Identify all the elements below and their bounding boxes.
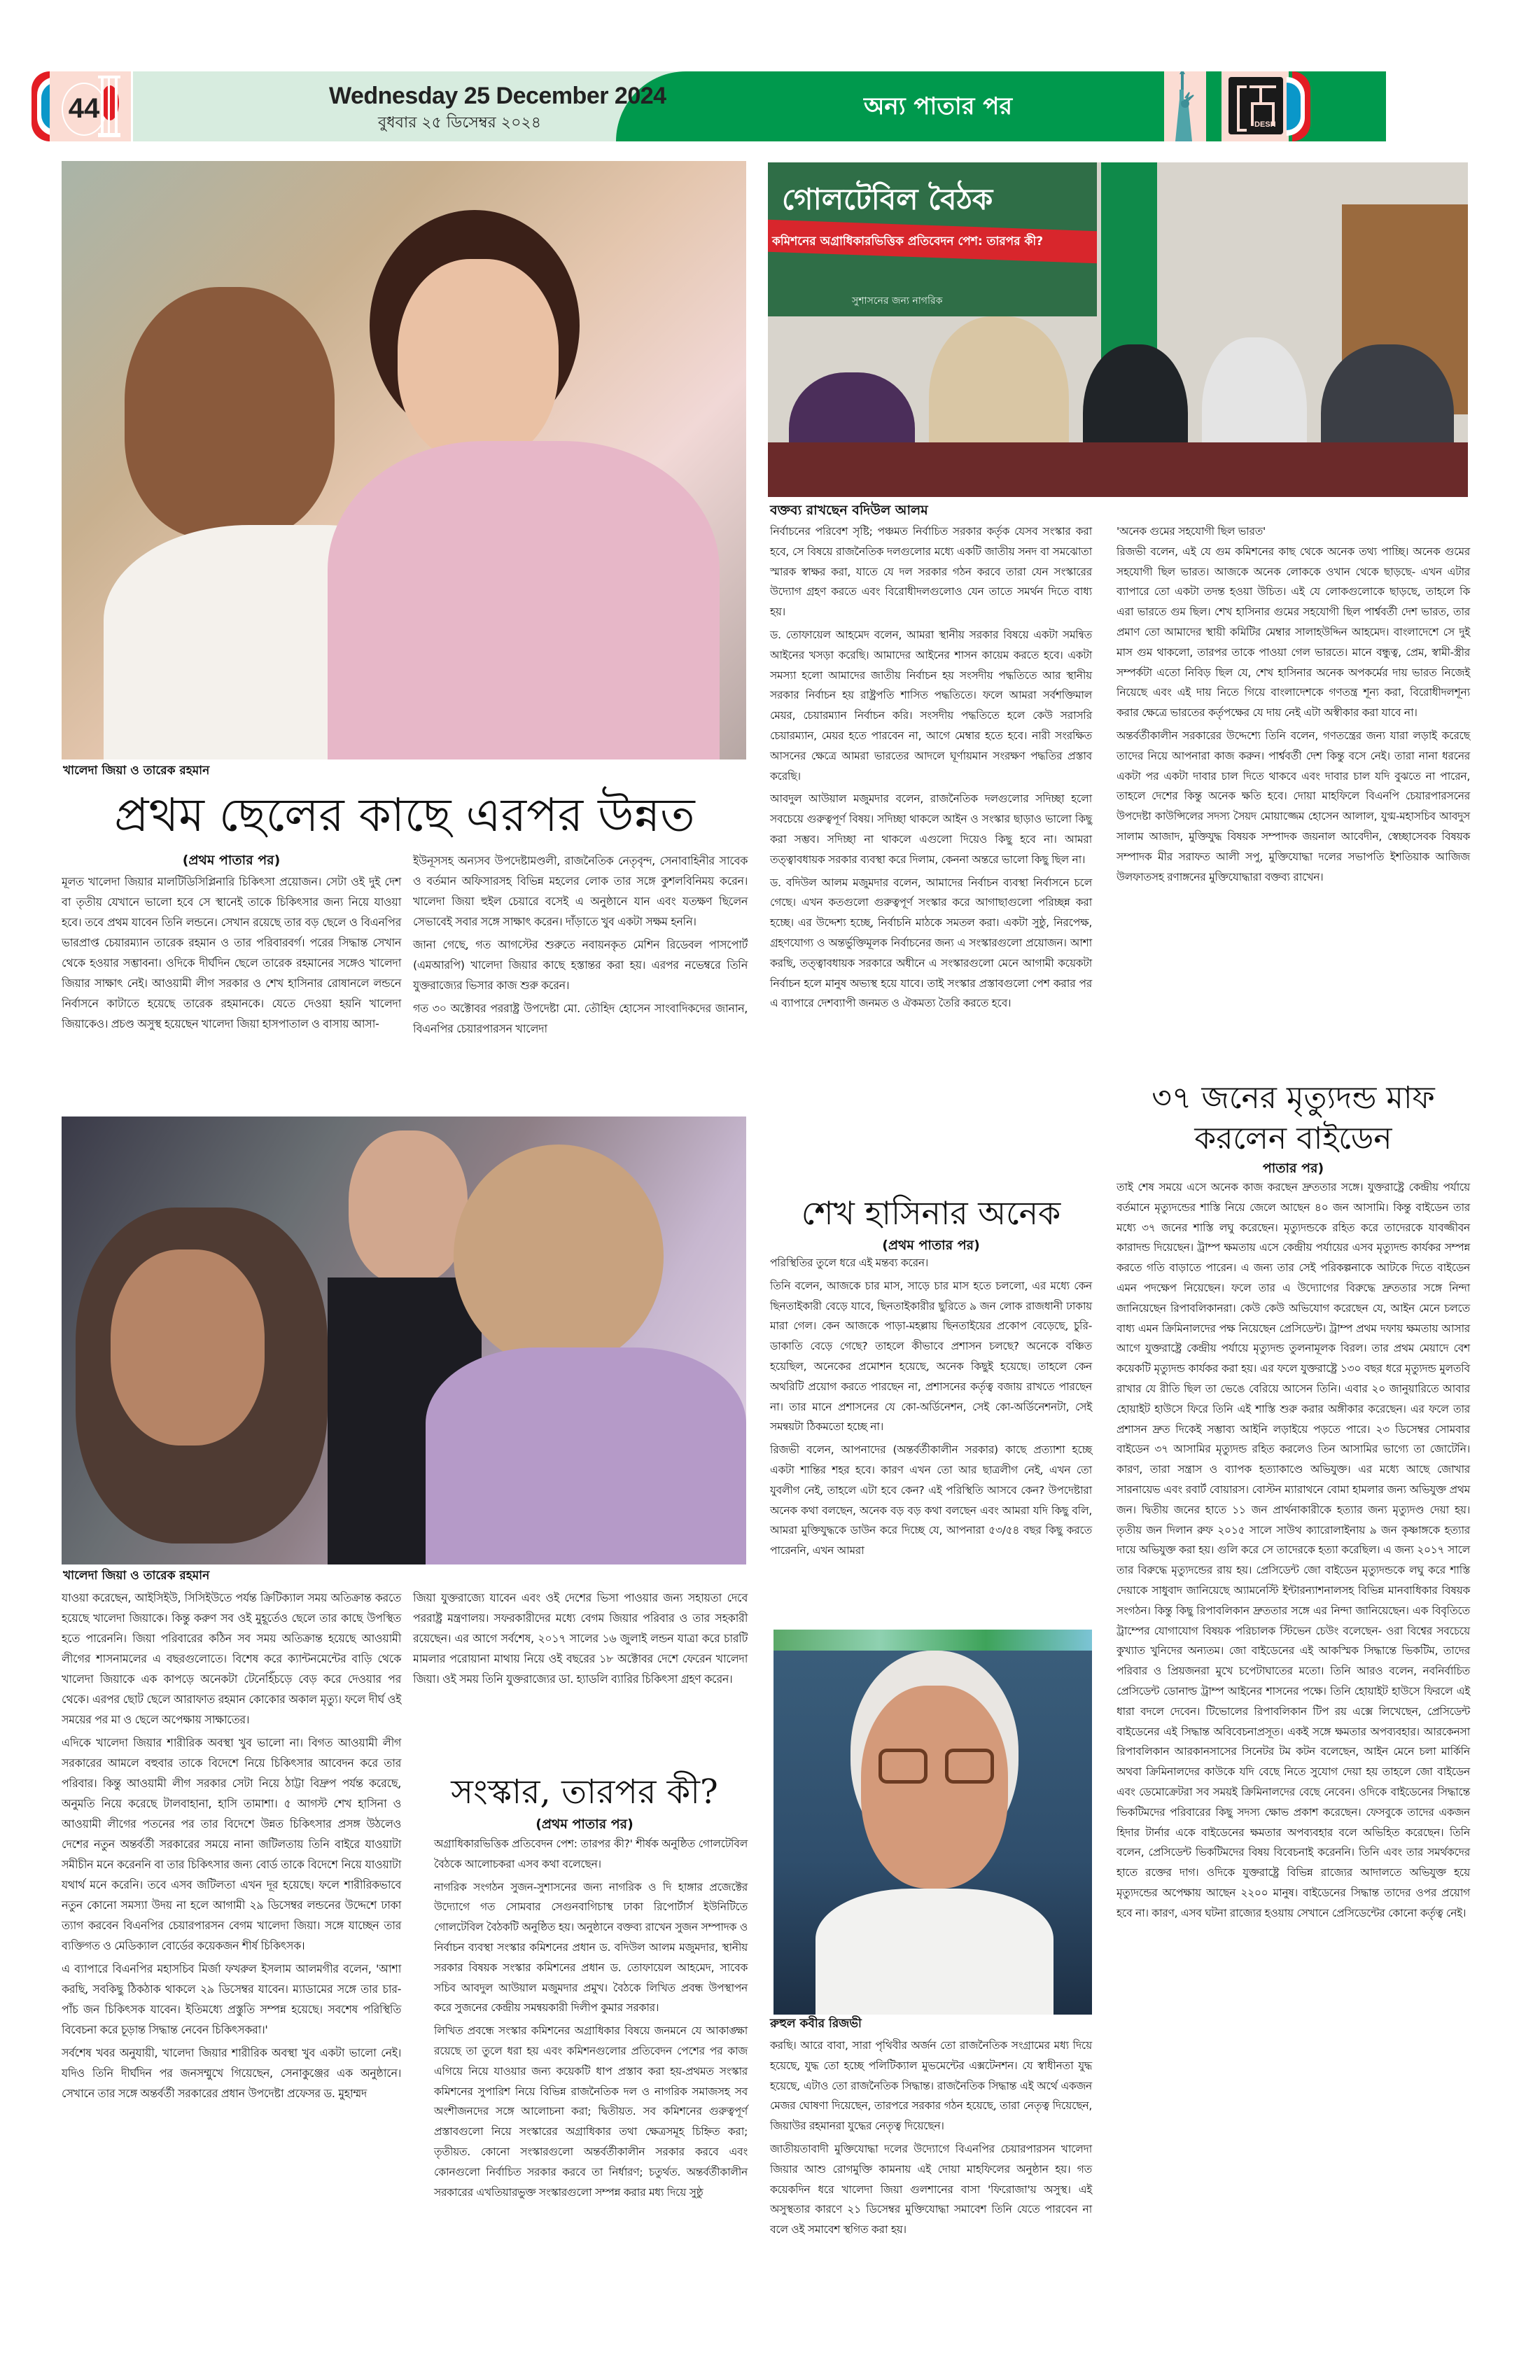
paragraph: অন্তর্বর্তীকালীন সরকারের উদ্দেশ্যে তিনি বলেন, গণতন্ত্রের জন্য যারা লড়াই করেছে তাদের নিয়ে আপনারা কাজ করুন। পার্শ্ববর্তী দেশ কিন্তু বসে নেই। তারা নানা ধরনের একটা পর একটা দাবার চাল দিতে থাকবে এবং দাবার চাল যদি বুঝতে না পারেন, তাহলে দেশের কিন্তু অনেক ক্ষতি হবে। দোয়া মাহফিলে বিএনপি চেয়ারপারসনের উপদেষ্টা কাউন্সিলের সদস্য সৈয়দ মোয়াজ্জেম হোসেন আলাল, যুগ্ম-মহাসচিব আবদুস সালাম আজাদ, মুক্তিযুদ্ধ বিষয়ক সম্পাদক জয়নাল আবেদীন, স্বেচ্ছাসেবক বিষয়ক সম্পাদক মীর সরাফত আলী সপু, মুক্তিযোদ্ধা দলের সভাপতি ইশতিয়াক আজিজ উলফাতসহ রণাঙ্গনের মুক্তিযোদ্ধারা বক্তব্য রাখেন। xyxy=(1116,729,1470,883)
paragraph: নাগরিক সংগঠন সুজন-সুশাসনের জন্য নাগরিক ও দি হাঙ্গার প্রজেক্টের উদ্যোগে গত সোমবার সেগুনবাগিচাস্থ ঢাকা রিপোর্টার্স ইউনিটিতে গোলটেবিল বৈঠকটি অনুষ্ঠিত হয়। অনুষ্ঠানে বক্তব্য রাখেন সুজন সম্পাদক ও নির্বাচন ব্যবস্থা সংস্কার কমিশনের প্রধান ড. বদিউল আলম মজুমদার, স্থানীয় সরকার বিষয়ক সংস্কার কমিশনের প্রধান ড. তোফায়েল আহমেদ, সাবেক সচিব আবদুল আউয়াল মজুমদার প্রমুখ। বৈঠকে লিখিত প্রবন্ধ উপস্থাপন করে সুজনের কেন্দ্রীয় সমন্বয়কারী দিলীপ কুমার সরকার। xyxy=(434,1880,748,2015)
date-english: Wednesday 25 December 2024 xyxy=(329,83,666,109)
paragraph: সর্বশেষ খবর অনুযায়ী, খালেদা জিয়ার শারীরিক অবস্থা খুব একটা ভালো নেই। যদিও তিনি দীর্ঘদিন পর জনসম্মুখে গিয়েছেন, সেনাকুঞ্জের এক অনুষ্ঠানে। সেখানে তার সঙ্গে অন্তর্বর্তী সরকারের প্রধান উপদেষ্টা প্রফেসর ড. মুহাম্মদ xyxy=(62,2046,401,2100)
page-number: 44 xyxy=(62,83,106,136)
article2-column-2 xyxy=(434,1834,748,2205)
headline-pratham-chheler: প্রথম ছেলের কাছে এরপর উন্নত xyxy=(114,788,695,842)
paragraph: লিখিত প্রবন্ধে সংস্কার কমিশনের অগ্রাধিকার বিষয়ে জনমনে যে আকাঙ্ক্ষা রয়েছে তা তুলে ধরা হয় এবং কমিশনগুলোর প্রতিবেদন পেশের পর কাজ এগিয়ে নিয়ে যাওয়ার জন্য কয়েকটি ধাপ প্রস্তাব করা হয়-প্রথমত সংস্কার কমিশনের সুপারিশ নিয়ে বিভিন্ন রাজনৈতিক দল ও নাগরিক সমাজসহ সব অংশীজনদের সঙ্গে আলোচনা করা; দ্বিতীয়ত. সব কমিশনের গুরুত্বপূর্ণ প্রস্তাবগুলো নিয়ে সংস্কারের অগ্রাধিকার তথা ক্ষেত্রসমূহ চিহ্নিত করা; তৃতীয়ত. কোনো সংস্কারগুলো অন্তর্বর্তীকালীন সরকার করবে এবং কোনগুলো নির্বাচিত সরকার করবে তা নির্ধারণ; চতুর্থত. অন্তর্বর্তীকালীন সরকারের এখতিয়ারভুক্ত সংস্কারগুলো সম্পন্ন করার মধ্য দিয়ে সুষ্ঠু xyxy=(434,2024,748,2199)
paragraph: এ ব্যাপারে বিএনপির মহাসচিব মির্জা ফখরুল ইসলাম আলমগীর বলেন, 'আশা করছি, সবকিছু ঠিকঠাক থাকলে ২৯ ডিসেম্বর যাবেন। ম্যাডামের সঙ্গে তার চার-পাঁচ জন চিকিৎসক যাবেন। ইতিমধ্যে প্রস্তুতি সম্পন্ন হয়েছে। সবশেষ পরিস্থিতি বিবেচনা করে চূড়ান্ত সিদ্ধান্ত নেবেন চিকিৎসকরা।' xyxy=(62,1962,401,2036)
paragraph: পরিস্থিতির তুলে ধরে এই মন্তব্য করেন। xyxy=(770,1256,929,1269)
article2-column-1 xyxy=(770,522,1092,1016)
article1-column-1 xyxy=(62,872,401,1037)
headline-biden-line2: করলেন বাইডেন xyxy=(1194,1121,1392,1156)
photo-caption-2: খালেদা জিয়া ও তারেক রহমান xyxy=(63,1569,210,1583)
newspaper-emblem-icon xyxy=(98,76,120,137)
continued-label-3: (প্রথম পাতার পর) xyxy=(882,1238,980,1253)
photo-khaleda-tarique-1 xyxy=(62,161,746,760)
paragraph: তিনি বলেন, আজকে চার মাস, সাড়ে চার মাস হতে চললো, এর মধ্যে কেন ছিনতাইকারী বেড়ে যাবে, ছিনতাইকারীর ছুরিতে ৯ জন লোক রাজধানী ঢাকায় মারা গেল। কেন আজকে পাড়া-মহল্লায় ছিনতাইয়ের প্রকোপ বেড়েছে, চুরি-ডাকাতি বেড়ে গেছে? তাহলে কীভাবে প্রশাসন চলছে? অনেকে বঞ্চিত হয়েছিল, অনেকের প্রমোশন হয়েছে, অনেক কিছুই হয়েছে। তাহলে কেন অথরিটি প্রয়োগ করতে পারছেন না, প্রশাসনের কর্তৃত্ব বজায় রাখতে পারছেন না। তার মানে প্রশাসনের যে কো-অর্ডিনেশন, সেই কো-অর্ডিনেশনটা, সেই সমন্বয়টা ঠিকমতো হচ্ছে না। xyxy=(770,1279,1092,1434)
headline-sanskar: সংস্কার, তারপর কী? xyxy=(451,1772,718,1812)
desh-logo-box xyxy=(1222,71,1289,141)
article1-column-3 xyxy=(62,1588,401,2106)
banner-subtitle: কমিশনের অগ্রাধিকারভিত্তিক প্রতিবেদন পেশ: তারপর কী? xyxy=(772,234,1044,248)
photo-caption-rizvi: রুহুল কবীর রিজভী xyxy=(770,2017,862,2031)
paragraph: জিয়া যুক্তরাজ্যে যাবেন এবং ওই দেশের ভিসা পাওয়ার জন্য সহায়তা দেবে পররাষ্ট্র মন্ত্রণালয়। সফরকারীদের মধ্যে বেগম জিয়ার পরিবার ও তার সহকারী রয়েছেন। এর আগে সর্বশেষ, ২০১৭ সালের ১৬ জুলাই লন্ডন যাত্রা করে চারটি মামলার পরোয়ানা মাথায় নিয়ে ওই বছরের ১৮ অক্টোবর দেশে ফেরেন খালেদা জিয়া। ওই সময় তিনি যুক্তরাজ্যের ডা. হ্যাডলি ব্যারির চিকিৎসা গ্রহণ করেন। xyxy=(413,1591,748,1686)
paragraph: মূলত খালেদা জিয়ার মালটিডিসিপ্লিনারি চিকিৎসা প্রয়োজন। সেটা ওই দুই দেশ বা তৃতীয় যেখানে ভালো হবে সে স্থানেই তাকে চিকিৎসার জন্য নিয়ে যাওয়া হবে। তবে প্রথম যাবেন তিনি লন্ডনে। সেখান রয়েছে তার বড় ছেলে ও বিএনপির ভারপ্রাপ্ত চেয়ারম্যান তারেক রহমান ও তার পরিবারবর্গ। পরের সিদ্ধান্ত সেখান থেকে হওয়ার সম্ভাবনা। ওদিকে দীর্ঘদিন ছেলে তারেক রহমানের সঙ্গেও খালেদা জিয়ার সাক্ষাৎ নেই। আওয়ামী লীগ সরকার ও শেখ হাসিনার রোষানলে লন্ডনে নির্বাসনে কাটাতে হয়েছে তারেক রহমানকে। যেতে দেওয়া হয়নি খালেদা জিয়াকেও। প্রচণ্ড অসুস্থ হয়েছেন খালেদা জিয়া হাসপাতাল ও বাসায় আসা- xyxy=(62,875,401,1030)
continued-label-4: পাতার পর) xyxy=(1262,1161,1324,1176)
banner-title: গোলটেবিল বৈঠক xyxy=(782,182,993,216)
paragraph: অগ্রাধিকারভিত্তিক প্রতিবেদন পেশ: তারপর কী?' শীর্ষক অনুষ্ঠিত গোলটেবিল বৈঠকে আলোচকরা এসব কথা বলেছেন। xyxy=(434,1837,748,1870)
left-ring-ornament xyxy=(31,71,50,141)
article1-column-4 xyxy=(413,1588,748,1692)
photo-roundtable-meeting xyxy=(768,162,1468,497)
paragraph: নির্বাচনের পরিবেশ সৃষ্টি; পঞ্চমত নির্বাচিত সরকার কর্তৃক যেসব সংস্কার করা হবে, সে বিষয়ে রাজনৈতিক দলগুলোর মধ্যে একটি জাতীয় সনদ বা সমঝোতা স্মারক স্বাক্ষর করা, যাতে যে দল সরকার গঠন করবে তারা যেন সংস্কারের উদ্যোগ গ্রহণ করতে এবং বিরোধীদলগুলোও যেন তাতে সমর্থন দিতে বাধ্য হয়। xyxy=(770,525,1092,619)
photo-khaleda-tarique-2 xyxy=(62,1116,746,1564)
paragraph: ইউনূসসহ অন্যসব উপদেষ্টামণ্ডলী, রাজনৈতিক নেতৃবৃন্দ, সেনাবাহিনীর সাবেক ও বর্তমান অফিসারসহ বিভিন্ন মহলের লোক তার সঙ্গে কুশলবিনিময় করেন। খালেদা জিয়া হুইল চেয়ারে বসেই এ অনুষ্ঠানে যান এবং যতক্ষণ ছিলেন সেভাবেই সবার সঙ্গে সাক্ষাৎ করেন। দাঁড়াতে খুব একটা সক্ষম হননি। xyxy=(413,854,748,928)
section-title: অন্য পাতার পর xyxy=(863,92,1013,120)
desh-logo-text: DESH xyxy=(1254,120,1276,129)
article4-column xyxy=(1116,1177,1470,1926)
paragraph: তাই শেষ সময়ে এসে অনেক কাজ করছেন দ্রুততার সঙ্গে। যুক্তরাষ্ট্রে কেন্দ্রীয় পর্যায়ে বর্তমানে মৃত্যুদন্ডের শাস্তি নিয়ে জেলে আছেন ৪০ জন আসামি। কিন্তু বাইডেন তার মধ্যে ৩৭ জনের শাস্তি লঘু করেছেন। মৃত্যুদন্ডকে রহিত করে তাদেরকে যাবজ্জীবন কারাদন্ড দিয়েছেন। ট্রাম্প ক্ষমতায় এসে কেন্দ্রীয় পর্যায়ের এসব মৃত্যুদন্ড কার্যকর সম্পন্ন করতে গতি বাড়াতে পারেন। এ জন্য তার সেই পরিকল্পনাকে আটকে দিতে বাইডেন এমন পদক্ষেপ নিয়েছেন। ফলে তার এ উদ্যোগের বিরুদ্ধে দ্রুততার সঙ্গে নিন্দা জানিয়েছেন রিপাবলিকানরা। কেউ কেউ অভিযোগ করেছেন যে, আইন মেনে চলতে বাধ্য এমন ক্রিমিনালদের পক্ষ নিয়েছেন প্রেসিডেন্ট। ট্রাম্প প্রথম দফায় ক্ষমতায় আসার আগে যুক্তরাষ্ট্রে কেন্দ্রীয় পর্যায়ে মৃত্যুদন্ড তুলনামূলক বিরল। তার প্রথম মেয়াদে বেশ কয়েকটি মৃত্যুদন্ড কার্যকর করা হয়। এর ফলে যুক্তরাষ্ট্রে ১৩০ বছর ধরে মৃত্যুদন্ড মুলতবি রাখার যে রীতি ছিল তা ভেঙে বেরিয়ে আসেন তিনি। এবার ২০ জানুয়ারিতে আবার হোয়াইট হাউসে ফিরে তিনি এই শাস্তি শুরু করার অঙ্গীকার করেছেন। এর ফলে তার প্রশাসন দ্রুত দিকেই সম্ভাব্য আইনি লড়াইয়ে পড়তে পারে। ২৩ ডিসেম্বর সোমবার বাইডেন ৩৭ আসামির মৃত্যুদন্ড রহিত করলেও তিন আসামির ভাগ্যে তা জোটেনি। কারণ, তারা সন্ত্রাস ও ব্যাপক হত্যাকাণ্ডে অভিযুক্ত। এর মধ্যে আছে জোখার সারনায়েভ এবং রবার্ট বোয়ারস। বোস্টন ম্যারাথনে বোমা হামলার জন্য অভিযুক্ত প্রথম জন। দ্বিতীয় জনের হাতে ১১ জন প্রার্থনাকারীকে হত্যার জন্য মৃত্যুদণ্ড দেয়া হয়। তৃতীয় জন দিলান রুফ ২০১৫ সালে সাউথ ক্যারোলাইনায় ৯ জন কৃষ্ণাঙ্গকে হত্যার দায়ে অভিযুক্ত করা হয়। গুলি করে সে তাদেরকে হত্যা করেছিল। এ জন্য ২০১৭ সালে তার বিরুদ্ধে মৃত্যুদন্ডের রায় হয়। প্রেসিডেন্ট জো বাইডেন মৃত্যুদন্ডকে লঘু করে শাস্তি দেয়াকে সাধুবাদ জানিয়েছে অ্যামনেস্টি ইন্টারন্যাশনালসহ বিভিন্ন মানবাধিকার বিষয়ক সংগঠন। কিন্তু কিছু রিপাবলিকান দ্রুততার সঙ্গে এর নিন্দা জানিয়েছেন। এক বিবৃতিতে ট্রাম্পের যোগাযোগ বিষয়ক পরিচালক স্টিভেন চেউং বলেছেন- ওরা বিশ্বের সবচেয়ে কুখ্যাত খুনিদের অন্যতম। জো বাইডেনের এই আকস্মিক সিদ্ধান্তে ভিকটিম, তাদের পরিবার ও প্রিয়জনরা মুখে চপেটাঘাতের মতো। তিনি আরও বলেন, নবনির্বাচিত প্রেসিডেন্ট ডোনাল্ড ট্রাম্প আইনের শাসনের পক্ষে। তিনি হোয়াইট হাউসে ফিরলে এই ধারা বদলে দেবেন। টিভোলের রিপাবলিকান টিপ রয় এক্সে লিখেছেন, প্রেসিডেন্ট বাইডেনের এই সিদ্ধান্ত অবিবেচনাপ্রসূত। একই সঙ্গে ক্ষমতার অপব্যবহার। আরকেনসা রিপাবলিকান আরকানসাসের সিনেটর টম কটন বলেছেন, আইন মেনে চলা মার্কিনি অথবা ক্রিমিনালদের কাউকে যদি বেছে নিতে সুযোগ দেয়া হয় তাহলে জো বাইডেন এবং ডেমোক্রেটরা সব সময়ই ক্রিমিনালদের বেছে নেবেন। ওদিকে বাইডেনের সিদ্ধান্তে ভিকটিমদের পরিবারের কিছু সদস্য ক্ষোভ প্রকাশ করেছেন। ফেসবুকে তাদের একজন হিদার টার্নার একে বাইডেনের ক্ষমতার অপব্যবহার বলে অভিহিত করেছেন। তিনি বলেন, প্রেসিডেন্ট ভিকটিমদের বিষয় বিবেচনাই করেননি। তিনি এবং তার সমর্থকদের হাতে রক্তের দাগ। ওদিকে যুক্তরাষ্ট্রে বিভিন্ন রাজ্যের আদালতে অভিযুক্ত হয়ে মৃত্যুদন্ডের অপেক্ষায় আছেন ২২০০ মানুষ। বাইডেনের সিদ্ধান্ত তাদের ওপর প্রয়োগ হবে না। কারণ, এসব ঘটনা রাজ্যের হওয়ায় সেখানে প্রেসিডেন্টের কোনো কর্তৃত্ব নেই। xyxy=(1116,1181,1470,1919)
paragraph: আবদুল আউয়াল মজুমদার বলেন, রাজনৈতিক দলগুলোর সদিচ্ছা হলো সবচেয়ে গুরুত্বপূর্ণ বিষয়। সদিচ্ছা থাকলে আইন ও সংস্কার ছাড়াও ভালো কিছু করা সম্ভব। সদিচ্ছা না থাকলে এগুলো দিয়েও কিছু হবে না। আমরা তত্ত্বাবধায়ক সরকার ব্যবস্থা করে দিলাম, কেননা অন্তরে ভালো কিছু ছিল না। xyxy=(770,792,1092,866)
article1-column-2 xyxy=(413,850,748,1042)
statue-of-liberty-icon xyxy=(1164,71,1206,141)
continued-label-2: (প্রথম পাতার পর) xyxy=(536,1816,634,1832)
photo-caption-roundtable: বক্তব্য রাখছেন বদিউল আলম xyxy=(770,503,928,518)
paragraph: গত ৩০ অক্টোবর পররাষ্ট্র উপদেষ্টা মো. তৌহিদ হোসেন সাংবাদিকদের জানান, বিএনপির চেয়ারপারসন খালেদা xyxy=(413,1002,748,1035)
banner-organizer: সুশাসনের জন্য নাগরিক xyxy=(852,295,943,307)
date-bengali: বুধবার ২৫ ডিসেম্বর ২০২৪ xyxy=(378,114,541,132)
article3-column-1 xyxy=(770,1253,1092,1564)
photo-caption-1: খালেদা জিয়া ও তারেক রহমান xyxy=(63,764,210,778)
paragraph: রিজভী বলেন, এই যে গুম কমিশনের কাছ থেকে অনেক তথ্য পাচ্ছি। অনেক গুমের সহযোগী ছিল ভারত। আজকে অনেক লোককে ওখান থেকে ছাড়ছে- এখন এটার ব্যাপারে তো একটা তদন্ত হওয়া উচিত। এই যে লোকগুলোকে ছাড়ছে, তাহলে কি এরা ভারতে গুম ছিল। শেখ হাসিনার গুমের সহযোগী ছিল পার্শ্ববর্তী দেশ ভারত, তার প্রমাণ তো আমাদের স্থায়ী কমিটির মেম্বার সালাহউদ্দিন আহমেদ। বাংলাদেশে সে দুই মাস গুম থাকলো, তারপর তাকে পাওয়া গেল ভারতে। মানে বন্ধুত্ব, প্রেম, স্বামী-স্ত্রীর সম্পর্কটা এতো নিবিড় ছিল যে, শেখ হাসিনার অনেক অপকর্মের দায় ভারত নিজেই নিয়েছে এবং এই দায় নিতে গিয়ে বাংলাদেশকে গণতন্ত্র শূন্য করা, বিরোধীদলশূন্য করার ক্ষেত্রে ভারতের কর্তৃপক্ষের যে দায় নেই এটা অস্বীকার করা যাবে না। xyxy=(1116,545,1470,720)
paragraph: ড. বদিউল আলম মজুমদার বলেন, আমাদের নির্বাচন ব্যবস্থা নির্বাসনে চলে গেছে। এখন কতগুলো গুরুত্বপূর্ণ সংস্কার করে আগাছাগুলো পরিচ্ছন্ন করা হচ্ছে। এর উদ্দেশ্য হচ্ছে, নির্বাচনি মাঠকে সমতল করা। একটা সুষ্ঠু, নিরপেক্ষ, গ্রহণযোগ্য ও অন্তর্ভুক্তিমূলক নির্বাচনের জন্য এ সংস্কারগুলো প্রয়োজন। আশা করছি, তত্ত্বাবধায়ক সরকারে অধীনে এ সংস্কারগুলো মেনে আগামী কয়েকটা নির্বাচন হলে মানুষ অভ্যস্থ হয়ে যাবে। তাই সংস্কার প্রস্তাবগুলো পেশ করার পর এ ব্যাপারে দেশব্যাপী জনমত ও ঐকমত্য তৈরি করতে হবে। xyxy=(770,876,1092,1010)
paragraph: এদিকে খালেদা জিয়ার শারীরিক অবস্থা খুব ভালো না। বিগত আওয়ামী লীগ সরকারের আমলে বহুবার তাকে বিদেশে নিয়ে চিকিৎসার আবেদন করে তার পরিবার। কিন্তু আওয়ামী লীগ সরকার সেটা নিয়ে ঠাট্টা বিদ্রুপ পর্যন্ত করেছে, অনুমতি নিয়ে করেছে টালবাহানা, হাসি তামাশা। ৫ আগস্ট শেখ হাসিনা ও আওয়ামী লীগের পতনের পর তার বিদেশে উন্নত চিকিৎসার প্রসঙ্গ উঠলেও দেশের নতুন অন্তর্বর্তী সরকারের সময়ে নানা জটিলতায় তিনি বাইরে যাওয়াটা সমীচীন মনে করেননি বা তার চিকিৎসার জন্য বোর্ড তাকে বিদেশে নিয়ে যাওয়াটা যথার্থ মনে করেনি। তবে এসব জটিলতা এখন দূর হয়েছে। ফলে শারীরিকভাবে নতুন কোনো সমস্যা উদয় না হলে আগামী ২৯ ডিসেম্বর লন্ডনের উদ্দেশে ঢাকা ত্যাগ করবেন বিএনপির চেয়ারপারসন বেগম খালেদা জিয়া। সঙ্গে যাচ্ছেন তার ব্যক্তিগত ও মেডিক্যাল বোর্ডের কয়েকজন শীর্ষ চিকিৎসক। xyxy=(62,1736,401,1952)
right-ring-ornament xyxy=(1292,71,1310,141)
photo-ruhul-kabir-rizvi xyxy=(774,1630,1092,2015)
paragraph: যাওয়া করেছেন, আইসিইউ, সিসিইউতে পর্যন্ত ক্রিটিক্যাল সময় অতিক্রান্ত করতে হয়েছে খালেদা জিয়াকে। কিন্তু করুণ সব ওই মুহূর্তেও ছেলে তার কাছে উপস্থিত হতে পারেননি। জিয়া পরিবারের কঠিন সব সময় অতিক্রান্ত হয়েছে আওয়ামী লীগের শাসনামলের এ বছরগুলোতে। বিশেষ করে ক্যান্টনমেন্টের বাড়ি থেকে খালেদা জিয়াকে এক কাপড়ে অনেকটা টেনেহিঁচড়ে বেড় করে দেওয়ার পর থেকে। এরপর ছোট ছেলে আরাফাত রহমান কোকোর অকাল মৃত্যু। ফলে দীর্ঘ ওই সময়ের পর মা ও ছেলে অপেক্ষায় সাক্ষাতের। xyxy=(62,1591,401,1726)
paragraph: ড. তোফায়েল আহমেদ বলেন, আমরা স্থানীয় সরকার বিষয়ে একটা সমন্বিত আইনের খসড়া করেছি। আমাদের আইনের শাসন কায়েম করতে হবে। একটা সমস্যা হলো আমাদের জাতীয় নির্বাচন হয় সংসদীয় পদ্ধতিতে আর স্থানীয় সরকার নির্বাচন হয় রাষ্ট্রপতি শাসিত পদ্ধতিতে। ফলে আমরা সর্বশক্তিমাল মেয়র, চেয়ারম্যান নির্বাচন করি। সংসদীয় পদ্ধতিতে হলে কেউ সরাসরি চেয়ারম্যান, মেয়র হতে পারবেন না, আগে মেম্বার হতে হবে। নারী সংরক্ষিত আসনের ক্ষেত্রে আমরা ভারতের আদলে ঘূর্ণায়মান সংরক্ষণ পদ্ধতির প্রস্তাব করেছি। xyxy=(770,628,1092,783)
desh-logo xyxy=(1228,77,1283,134)
subheading-india-disappearance: 'অনেক গুমের সহযোগী ছিল ভারত' xyxy=(1116,525,1266,538)
headline-sheikh-hasinar: শেখ হাসিনার অনেক xyxy=(801,1194,1061,1232)
paragraph: করছি। আরে বাবা, সারা পৃথিবীর অর্জন তো রাজনৈতিক সংগ্রামের মধ্য দিয়ে হয়েছে, যুদ্ধ তো হচ্ছে পলিটিক্যাল মুভমেন্টের এক্সটেনশন। যে স্বাধীনতা যুদ্ধ হয়েছে, এটাও তো রাজনৈতিক সিদ্ধান্ত। রাজনৈতিক সিদ্ধান্ত এই অর্থে একজন মেজর ঘোষণা দিয়েছেন, তারপরে সরকার গঠন হয়েছে, তারা নেতৃত্ব দিয়েছেন, জিয়াউর রহমানরা যুদ্ধের নেতৃত্ব দিয়েছেন। xyxy=(770,2039,1092,2133)
continued-label-1: (প্রথম পাতার পর) xyxy=(182,853,281,868)
paragraph: রিজভী বলেন, আপনাদের (অন্তর্বর্তীকালীন সরকার) কাছে প্রত্যাশা হচ্ছে একটা শান্তির শহর হবে। কারণ এখন তো আর ছাত্রলীগ নেই, এখন তো যুবলীগ নেই, তাহলে এটা হবে কেন? এই পরিস্থিতি আসবে কেন? উপদেষ্টারা অনেক কথা বলছেন, অনেক বড় বড় কথা বলছেন এবং আমরা যদি কিছু বলি, আমরা মুক্তিযুদ্ধকে ডাউন করে দিচ্ছে যে, আপনারা ৫৩/৫৪ বছর কিছু করতে পারেননি, এখন আমরা xyxy=(770,1443,1092,1558)
article3-column-right xyxy=(1116,522,1470,890)
article3-column-1-cont xyxy=(770,2036,1092,2243)
headline-biden-line1: ৩৭ জনের মৃত্যুদন্ড মাফ xyxy=(1152,1080,1435,1116)
paragraph: জাতীয়তাবাদী মুক্তিযোদ্ধা দলের উদ্যোগে বিএনপির চেয়ারপারসন খালেদা জিয়ার আশু রোগমুক্তি কামনায় এই দোয়া মাহফিলের অনুষ্ঠান হয়। গত কয়েকদিন ধরে খালেদা জিয়া গুলশানের বাসা 'ফিরোজা'য় অসুস্থ। এই অসুস্থতার কারণে ২১ ডিসেম্বর মুক্তিযোদ্ধা সমাবেশ তিনি যেতে পারবেন না বলে ওই সমাবেশ স্থগিত করা হয়। xyxy=(770,2142,1092,2236)
paragraph: জানা গেছে, গত আগস্টের শুরুতে নবায়নকৃত মেশিন রিডেবল পাসপোর্ট (এমআরপি) খালেদা জিয়ার কাছে হস্তান্তর করা হয়। এরপর নভেম্বরে তিনি যুক্তরাজ্যের ভিসার কাজ শুরু করেন। xyxy=(413,938,748,992)
